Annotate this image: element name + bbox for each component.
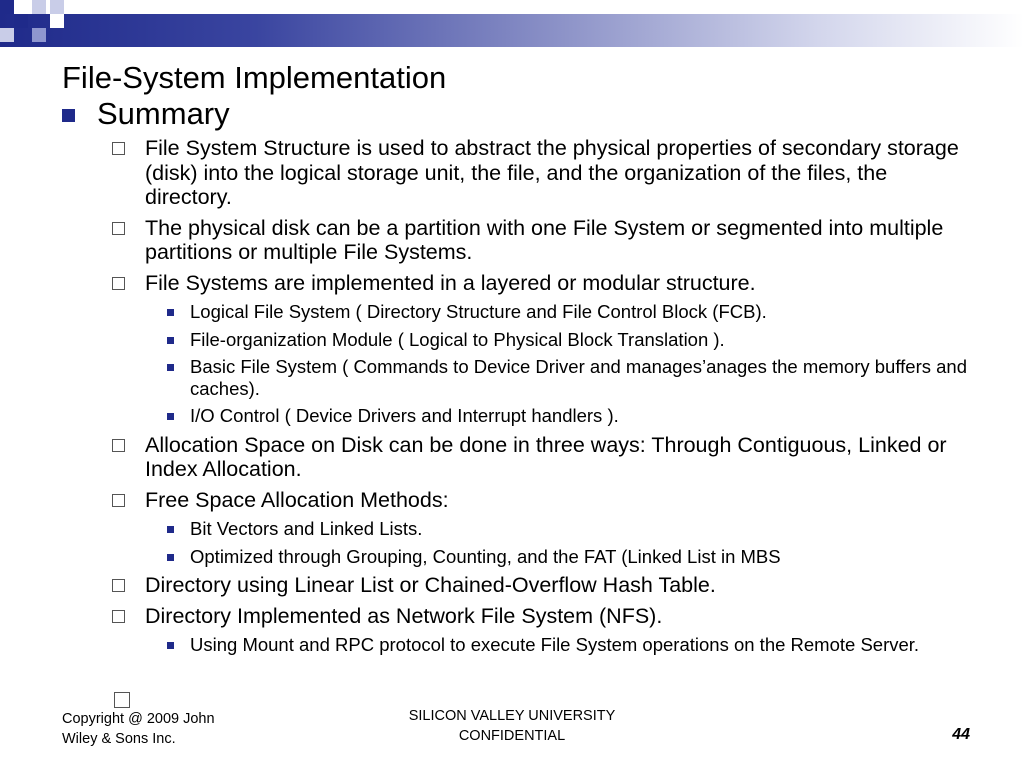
sub-list-item-text: Using Mount and RPC protocol to execute File System operations on the Remote Server. bbox=[190, 634, 920, 655]
square-bullet-icon bbox=[167, 309, 174, 316]
list-item-text: Free Space Allocation Methods: bbox=[145, 487, 449, 512]
header-gradient-bar bbox=[0, 14, 1024, 47]
hollow-square-bullet-icon bbox=[112, 222, 125, 235]
sub-list-item-text: Bit Vectors and Linked Lists. bbox=[190, 518, 423, 539]
list-item-text: Allocation Space on Disk can be done in three ways: Through Contiguous, Linked or Index Allocation. bbox=[145, 432, 947, 481]
sub-list-item-text: File-organization Module ( Logical to Physical Block Translation ). bbox=[190, 328, 725, 350]
slide-title: File-System Implementation bbox=[62, 60, 447, 95]
hollow-square-bullet-icon bbox=[112, 610, 125, 623]
sub-list-item-text: Optimized through Grouping, Counting, and the FAT (Linked List in MBS bbox=[190, 545, 781, 567]
sub-list-item bbox=[112, 301, 972, 323]
sub-list-item bbox=[112, 546, 972, 568]
hollow-square-bullet-icon bbox=[112, 579, 125, 592]
copyright-line: Wiley & Sons Inc. bbox=[62, 731, 176, 747]
bullet-list bbox=[112, 136, 972, 662]
square-bullet-icon bbox=[167, 554, 174, 561]
sub-list-item bbox=[112, 329, 972, 351]
footer-copyright bbox=[62, 709, 282, 749]
square-bullet-icon bbox=[167, 364, 174, 371]
list-item bbox=[112, 433, 972, 482]
sub-list-item-text: I/O Control ( Device Drivers and Interrupt handlers ). bbox=[190, 405, 619, 426]
footer-center-line: SILICON VALLEY UNIVERSITY bbox=[408, 708, 616, 724]
list-item-text: File System Structure is used to abstract the physical properties of secondary storage (disk) into the logical storage unit, the file, and the organization of the files, the directory. bbox=[145, 136, 959, 209]
list-item bbox=[112, 573, 972, 598]
decor-square bbox=[14, 14, 28, 28]
page-number: 44 bbox=[952, 726, 970, 743]
hollow-square-bullet-icon bbox=[112, 142, 125, 155]
list-item-text: File Systems are implemented in a layered or modular structure. bbox=[145, 270, 756, 295]
hollow-square-bullet-icon bbox=[112, 494, 125, 507]
sub-list-item bbox=[112, 356, 972, 399]
decor-square bbox=[50, 14, 64, 28]
decor-square bbox=[0, 0, 14, 14]
list-item bbox=[112, 216, 972, 265]
copyright-line: Copyright @ 2009 John bbox=[62, 711, 215, 727]
sub-list-item bbox=[112, 634, 972, 656]
list-item-text: The physical disk can be a partition with one File System or segmented into multiple partitions or multiple File Systems. bbox=[145, 215, 944, 264]
sub-list-item-text: Basic File System ( Commands to Device Driver and manages’anages the memory buffers and caches). bbox=[190, 356, 967, 399]
decor-square bbox=[50, 0, 64, 14]
list-item bbox=[112, 488, 972, 513]
list-item-text: Directory Implemented as Network File System (NFS). bbox=[145, 603, 663, 628]
footer-center bbox=[380, 706, 644, 746]
square-bullet-icon bbox=[167, 526, 174, 533]
sub-list-item bbox=[112, 405, 972, 427]
section-heading-label: Summary bbox=[97, 96, 230, 131]
list-item bbox=[112, 604, 972, 629]
sub-list-item bbox=[112, 518, 972, 540]
decor-square bbox=[32, 28, 46, 42]
square-bullet-icon bbox=[62, 109, 75, 122]
footer-center-line: CONFIDENTIAL bbox=[458, 728, 566, 744]
list-item bbox=[112, 136, 972, 210]
hollow-square-bullet-icon bbox=[112, 277, 125, 290]
decor-square bbox=[32, 0, 46, 14]
square-bullet-icon bbox=[167, 337, 174, 344]
empty-hollow-square-bullet-icon bbox=[114, 692, 130, 708]
hollow-square-bullet-icon bbox=[112, 439, 125, 452]
square-bullet-icon bbox=[167, 413, 174, 420]
section-heading bbox=[62, 96, 230, 132]
decor-square bbox=[0, 28, 14, 42]
sub-list-item-text: Logical File System ( Directory Structure and File Control Block (FCB). bbox=[190, 301, 767, 322]
decor-square bbox=[14, 0, 28, 14]
list-item-text: Directory using Linear List or Chained-Overflow Hash Table. bbox=[145, 573, 716, 597]
list-item bbox=[112, 271, 972, 296]
square-bullet-icon bbox=[167, 642, 174, 649]
